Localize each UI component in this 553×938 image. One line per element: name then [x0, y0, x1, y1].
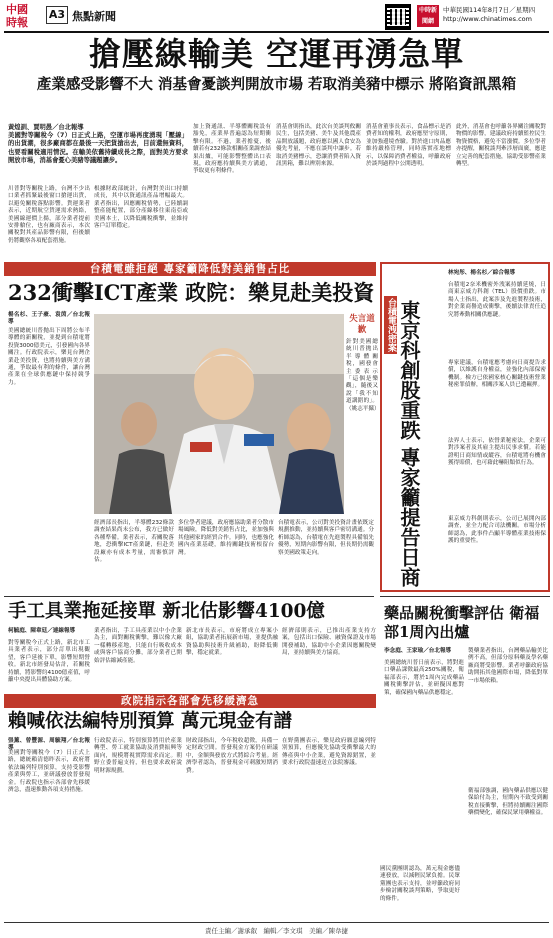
tools-column-1: 對等關稅今正式上路，新北市工具業者表示，部分訂單出現觀望，客戶延後下單，影響短期營收。新北市經發局估計，若關稅持續，將影響約4100億產值，呼籲中央提出具體協助方案。 — [8, 640, 90, 684]
drug-column-1: 美國總統川普日前表示，將對進口藥品課徵最高250%關稅，衛福部表示，將於1周內完成藥品關稅衝擊評估，並研擬因應對策，確保國內藥品供應穩定。 — [384, 660, 464, 696]
footer-divider — [4, 922, 549, 923]
lead-column-5: 消基會董事長表示，食品標示是消費者知的權利，政府應堅守原則，並加強邊境查驗。對於進口肉品應維持嚴格管理，同時落實產地標示，以保障消費者權益，呼籲政府於談判過程中公開透明。 — [366, 124, 451, 168]
qr-code-icon[interactable] — [385, 4, 411, 30]
tel-byline: 林宛彤、楊名杉／綜合報導 — [448, 270, 516, 276]
footer-credits: 責任主編／謝承叡 編輯／李文琪 美編／陳韋捷 — [205, 927, 348, 935]
lead-subheadline: 產業感受影響不大 消基會憂談判開放市場 若取消美豬中標示 將陷資訊黑箱 — [36, 77, 517, 93]
news-photo[interactable] — [94, 314, 344, 514]
budget-headline: 賴喊依法編特別預算 萬元現金有譜 — [8, 711, 292, 732]
photo-caption: 針對美國總統川普抛出半導體關稅，國發會主委表示「這個是樂觀」，隨後又說「我不知道講錯的」。（姚志平攝） — [346, 339, 380, 412]
ict-column-1: 美國總統川普抛出下周將公布半導體的新關稅，並提到台積電將投資3000億美元，引發國內各界關注。行政院表示，樂見台灣企業赴美投資，也將持續與美方溝通，爭取最有利的條件，讓台灣產業在全球供應鏈中保持競爭力。 — [8, 328, 90, 386]
section-bar-tsmc: 台積電雖拒絕 專家籲降低對美銷售占比 — [4, 262, 376, 276]
tools-column-2: 業者指出，手工具產業以中小企業為主，面對關稅衝擊，難以像大廠一樣轉移產地，只能自行吸收成本或與客戶協商分攤，部分業者已開始評估縮減產能。 — [94, 628, 182, 664]
lead-intro-text: 美國對等關稅今（7）日正式上路，空運市場再度湧現「壓線」的出貨潮，很多廠商都在最後一天把貨搶出去，目前還無資料，也要看關稅適用情況。在輸美依舊持續成長之際，面對美方要求開放市場，消基會憂心美豬等議題讓步。 — [8, 132, 188, 164]
tel-headline: 東京科創股重跌 專家籲提告日商 — [397, 300, 421, 587]
tools-byline: 柯毓庭、陳韋廷／連線報導 — [8, 628, 76, 634]
tel-body-3: 法界人士表示，依營業秘密法，企業可對涉案者及其雇主提出民事求償。若能證明日商知情或縱容，台積電將有機會獲得賠償，也可藉此嚇阻類似行為。 — [448, 438, 546, 467]
ict-column-2: 經濟部長指出，半導體232條款調查結果尚未公布，我方已做好各種準備。業者表示，若關稅落地，恐衝擊ICT產業鏈，但赴美設廠亦有成本考量，需審慎評估。 — [94, 520, 174, 564]
logo-line1: 中國 — [6, 3, 28, 16]
budget-byline: 張薰、曾豐源、周毓翔／台北報導 — [8, 738, 90, 752]
photo-illustration — [94, 314, 344, 514]
masthead-divider — [4, 31, 549, 33]
budget-column-5: 國民黨團則認為，萬元現金應儘速發放，以減輕民眾負擔。民眾黨團也表示支持，並呼籲政府同步檢討關稅談判策略，爭取更好的條件。 — [380, 866, 460, 902]
lead-headline: 搶壓線輸美 空運再湧急單 — [88, 35, 465, 73]
photo-sidebar — [346, 314, 378, 514]
lead-column-2: 根據財政部統計，台灣對美出口持續成長，其中以資通訊產品增幅最大。業者指出，因應關稅情勢，已陸續調整產能配置，部分產線移往東南亞或美國本土，以降低關稅衝擊，並維持客戶訂單穩定。 — [94, 186, 188, 230]
ict-column-3: 多位學者建議，政府應協助業者分散市場風險，降低對美銷售占比，並加強與其他國家的經貿合作。同時，也應強化國內產業基礎，維持關鍵技術根留台灣。 — [178, 520, 274, 556]
drug-column-3: 衛福部強調，國內藥品供應以健保給付為主，短期內不致受到關稅直接衝擊，但將持續關注國際藥價變化，確保民眾用藥權益。 — [468, 788, 548, 817]
newspaper-logo[interactable] — [6, 3, 42, 33]
tel-body-4: 東京威力科創則表示，公司已展開內部調查，並全力配合司法機關。市場分析師認為，此事件凸顯半導體產業技術保護的重要性。 — [448, 516, 546, 545]
tel-body-1: 台積電2奈米機密外洩案持續延燒，日商東京威力科創（TEL）股價重跌。市場人士指出，此案涉及先進製程技術，對企業商譽造成衝擊，後續法律責任追究將牽動相關供應鏈。 — [448, 282, 546, 318]
lead-column-3: 加上資通訊、半導體關稅設有豁免，產業界普遍認為短期衝擊有限。不過，業者擔憂，後續若有232條款相關產業調查結果出爐，可能影響整體出口表現，政府應持續與美方溝通，爭取更有利條件。 — [193, 124, 271, 175]
lead-column-6: 此外，消基會也呼籲各界關注關稅對物價的影響，建議政府持續監控民生物資價格，避免不當漲價。多位學者亦提醒，關稅談判牽涉層面廣，應建立完善的配套措施，協助受影響產業轉型。 — [456, 124, 546, 168]
divider-tools — [4, 596, 374, 597]
section-name: 焦點新聞 — [72, 10, 116, 23]
budget-column-2: 行政院表示，特別預算將用於產業轉型、勞工就業協助及消費振興等面向，規模將視實際需求而定。朝野立委普遍支持，但也要求政府說明財源規劃。 — [94, 738, 182, 774]
tel-body-2: 專家建議，台積電應考慮向日商提告求償，以維護自身權益，並強化內部保密機制。檢方已依國家核心關鍵技術營業秘密罪偵辦，相關涉案人員已遭羈押。 — [448, 360, 546, 389]
website-url[interactable]: http://www.chinatimes.com — [443, 15, 532, 23]
tools-headline: 手工具業拖延接單 新北估影響4100億 — [8, 601, 325, 622]
section-number: A3 — [46, 6, 68, 24]
date-text: 中華民國114年8月7日／星期四 — [443, 6, 536, 14]
tel-tag: 台積電洩密案 — [386, 298, 396, 352]
ctnews-logo[interactable]: 中時新聞網 — [418, 7, 437, 25]
logo-line2: 時報 — [6, 16, 28, 29]
drug-column-2: 製藥業者指出，台灣藥品輸美比例不高，但部分原料藥及學名藥廠商將受影響。業者呼籲政府協助開拓其他國際市場，降低對單一市場依賴。 — [468, 648, 548, 684]
photo-tag: 失言道歉 — [349, 314, 375, 335]
lead-column-4: 消基會則指出，此次台美談判攸關民生，包括美豬、美牛及其他農產品開放議題，政府應以國人食安為優先考量，不應在談判中讓步。若取消美豬標示，恐讓消費者陷入資訊黑箱，難以辨別來源。 — [276, 124, 361, 168]
section-bar-cabinet: 政院指示各部會先移緩濟急 — [4, 694, 376, 708]
budget-column-1: 美國對等關稅今（7）日正式上路，總統賴清德昨表示，政府將依法編列特別預算，支持受影響產業與勞工，並研議發放普發現金。行政院也指示各部會先移緩濟急，盡速推動各項支持措施。 — [8, 750, 90, 794]
lead-byline: 黃煌訓、賈明愚／台北報導 — [8, 124, 84, 131]
tools-column-4: 經濟部則表示，已推出產業支持方案，包括出口保險、融資保證及市場開發補助，協助中小企業因應關稅變局，並持續與美方協商。 — [282, 628, 376, 657]
divider-drug — [380, 596, 550, 597]
drug-headline: 藥品關稅衝擊評估 衛福部1周內出爐 — [384, 604, 540, 641]
ict-byline: 楊名杉、王子豪、袁茵／台北報導 — [8, 312, 90, 326]
lead-intro — [8, 124, 188, 182]
budget-column-3: 財政部指出，今年稅收超徵，具備一定財政空間。普發現金方案仍在研議中，金額與發放方式將綜合考量。經濟學者認為，普發現金可刺激短期消費。 — [186, 738, 278, 774]
ict-column-4: 台積電表示，公司對美投資計畫依既定規劃推動，並持續與客戶密切溝通。分析師認為，台積電在先進製程具備領先優勢，短期內影響有限，但長期仍需觀察美國政策走向。 — [278, 520, 374, 556]
lead-column-1: 川普對等關稅上路，台灣不少出口業者抓緊最後窗口搶運出貨，以避免關稅落點影響。貨運業者表示，近期航空貨運需求熱絡，美國線運價上揚，部分業者提前安排艙位，也有廠商表示，本次關稅對其產品影響有限，但後續仍將觀察各項配套措施。 — [8, 186, 90, 244]
dateline — [443, 6, 535, 24]
tools-column-3: 新北市長表示，市府將成立專案小組，協助業者拓展新市場，並提供融資協助與技術升級補助，盼降低衝擊，穩定就業。 — [186, 628, 278, 657]
ict-headline: 232衝擊ICT產業 政院：樂見赴美投資 — [8, 280, 375, 305]
budget-column-4: 在野黨團表示，樂見政府願意編列特別預算，但應優先協助受衝擊最大的傳產與中小企業，避免資源錯置，並要求行政院盡速送立法院審議。 — [282, 738, 376, 767]
drug-byline: 李念庭、王家瑜／台北報導 — [384, 648, 452, 654]
